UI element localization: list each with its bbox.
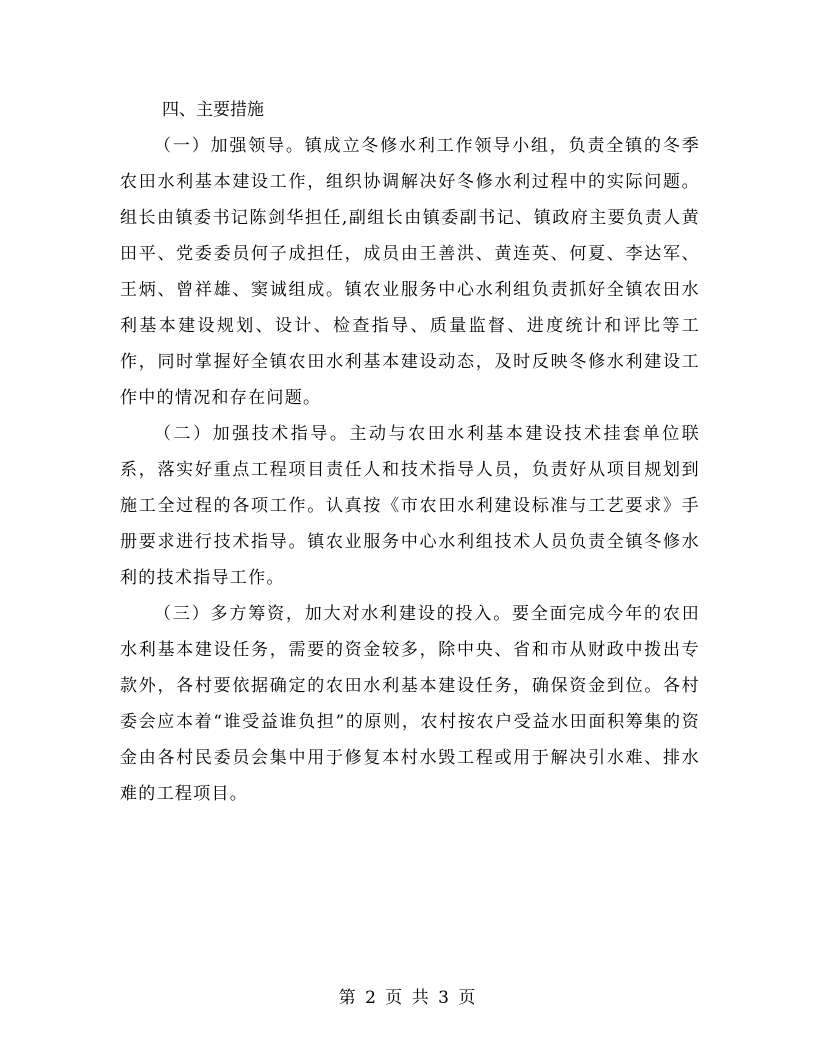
paragraph-technical-guidance: （二）加强技术指导。主动与农田水利基本建设技术挂套单位联系，落实好重点工程项目责任人和技术指导人员，负责好从项目规划到施工全过程的各项工作。认真按《市农田水利建设标准与工艺要求》手册要求进行技术指导。镇农业服务中心水利组技术人员负责全镇冬修水利的技术指导工作。 [120, 424, 700, 588]
document-body [120, 92, 700, 812]
paragraph-funding: （三）多方筹资，加大对水利建设的投入。要全面完成今年的农田水利基本建设任务，需要的资金较多，除中央、省和市从财政中拨出专款外，各村要依据确定的农田水利基本建设任务，确保资金到位。各村委会应本着“谁受益谁负担”的原则，农村按农户受益水田面积筹集的资金由各村民委员会集中用于修复本村水毁工程或用于解决引水难、排水难的工程项目。 [120, 604, 700, 804]
paragraph-leadership: （一）加强领导。镇成立冬修水利工作领导小组，负责全镇的冬季农田水利基本建设工作，组织协调解决好冬修水利过程中的实际问题。组长由镇委书记陈剑华担任,副组长由镇委副书记、镇政府主要负责人黄田平、党委委员何子成担任，成员由王善洪、黄连英、何夏、李达军、王炳、曾祥雄、窦诚组成。镇农业服务中心水利组负责抓好全镇农田水利基本建设规划、设计、检查指导、质量监督、进度统计和评比等工作，同时掌握好全镇农田水利基本建设动态，及时反映冬修水利建设工作中的情况和存在问题。 [120, 136, 700, 408]
page-number-footer: 第 2 页 共 3 页 [338, 988, 478, 1008]
section-heading: 四、主要措施 [162, 100, 264, 120]
